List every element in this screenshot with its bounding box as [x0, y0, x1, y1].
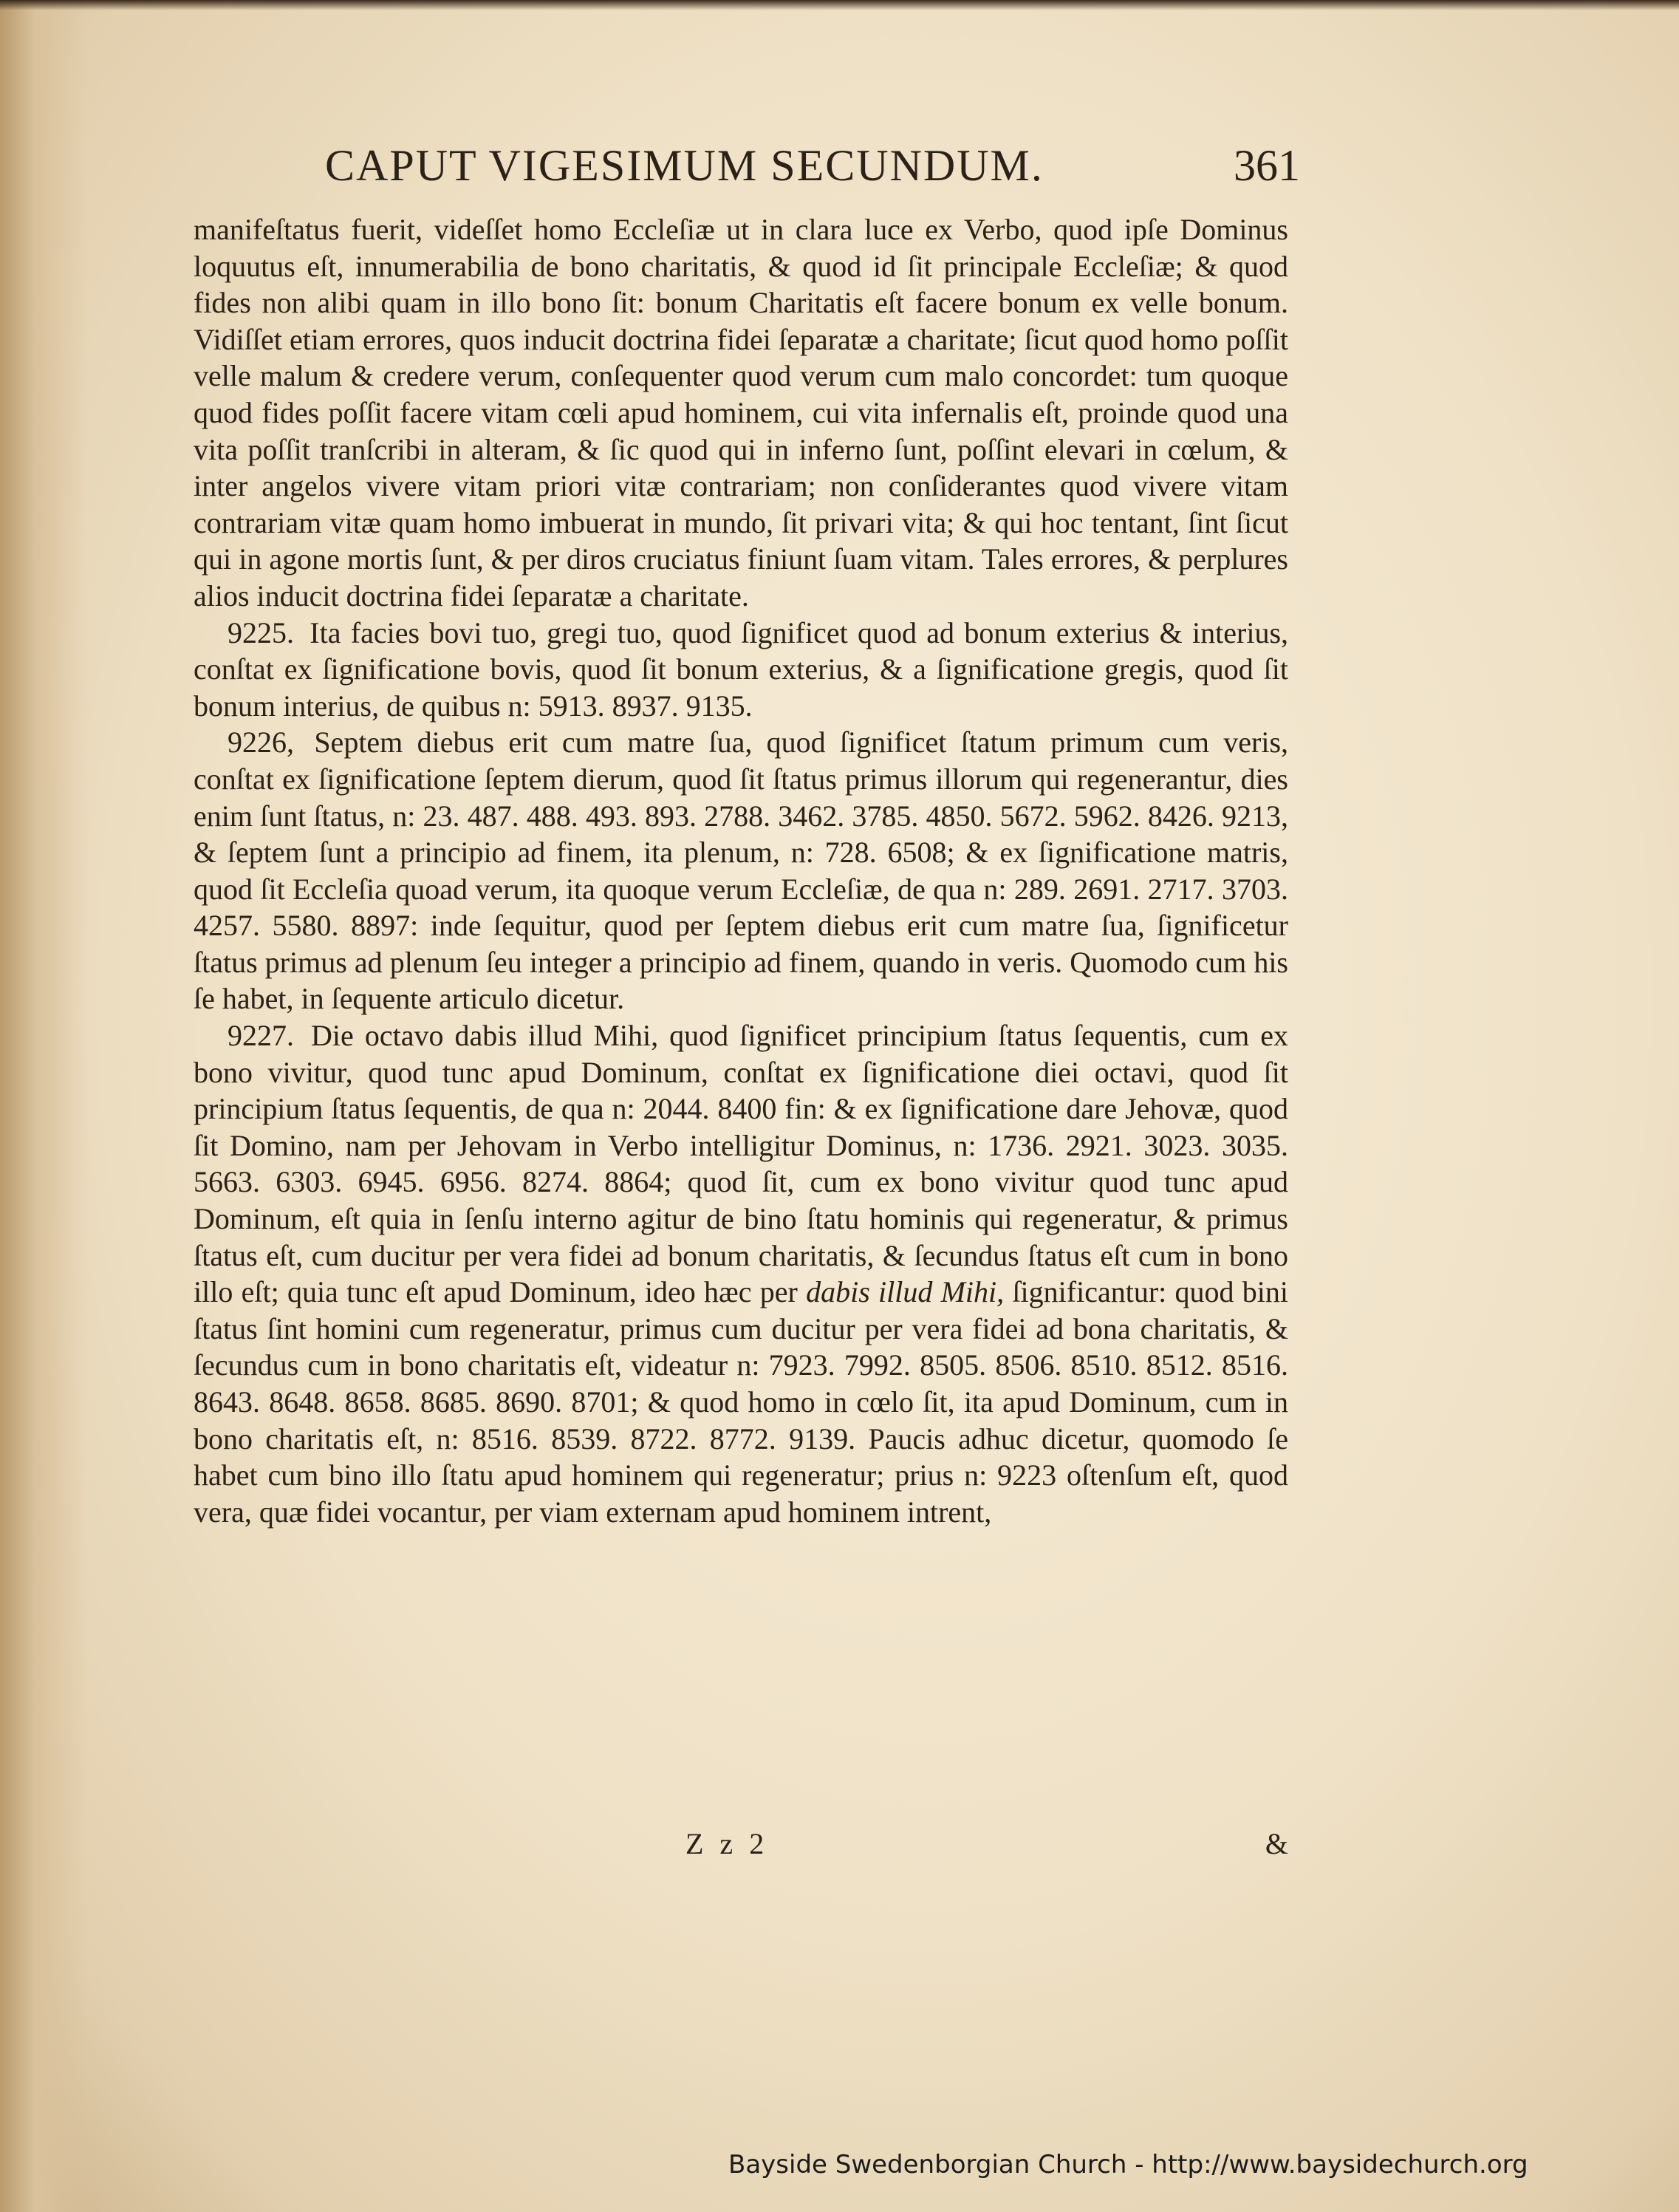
paragraph-text-continued: ſignificantur: quod bini ſtatus ſint homini cum regeneratur, primus cum ducitur per vera fidei ad bona charitatis, & ſecundus cum in bono charitatis eſt, videatur n: 7923. 7992. 8505. 8506. 8510. 8512. 8516. 8643. 8648. 8658. 8685. 8690. 8701; & quod homo in cœlo ſit, ita apud Dominum, cum in bono charitatis eſt, n: 8516. 8539. 8722. 8772. 9139. Paucis adhuc dicetur, quomodo ſe habet cum bino illo ſtatu apud hominem qui regeneratur; prius n: 9223 oſtenſum eſt, quod vera, quæ fidei vocantur, per viam externam apud hominem intrent,: [194, 1275, 1289, 1529]
running-head: CAPUT VIGESIMUM SECUNDUM.: [325, 141, 1044, 190]
top-edge-shadow: [0, 0, 1679, 10]
paragraph-text: Ita facies bovi tuo, gregi tuo, quod ſignificet quod ad bonum exterius & interius, conſtat ex ſignificatione bovis, quod ſit bonum exterius, & a ſignificatione gregis, quod ſit bonum interius, de quibus n: 5913. 8937. 9135.: [194, 615, 1289, 723]
catchword: &: [1265, 1827, 1288, 1860]
italic-phrase: dabis illud Mihi,: [806, 1275, 1005, 1309]
page-body: [194, 211, 1288, 1530]
paragraph-number: 9225.: [228, 615, 294, 649]
page-footer: [194, 1826, 1288, 1863]
page-header: [325, 140, 1300, 199]
watermark-credit: Bayside Swedenborgian Church - http://www.baysidechurch.org: [728, 2150, 1528, 2179]
paragraph-9226: [194, 724, 1288, 1017]
paragraph-text: manifeſtatus fuerit, videſſet homo Eccleſiæ ut in clara luce ex Verbo, quod ipſe Dominus loquutus eſt, innumerabilia de bono charitatis, & quod id ſit principale Eccleſiæ; & quod fides non alibi quam in illo bono ſit: bonum Charitatis eſt facere bonum ex velle bonum. Vidiſſet etiam errores, quos inducit doctrina fidei ſeparatæ a charitate; ſicut quod homo poſſit velle malum & credere verum, conſequenter quod verum cum malo concordet: tum quoque quod fides poſſit facere vitam cœli apud hominem, cui vita infernalis eſt, proinde quod una vita poſſit tranſcribi in alteram, & ſic quod qui in inferno ſunt, poſſint elevari in cœlum, & inter angelos vivere vitam priori vitæ contrariam; non conſiderantes quod vivere vitam contrariam vitæ quam homo imbuerat in mundo, ſit privari vita; & qui hoc tentant, ſint ſicut qui in agone mortis ſunt, & per diros cruciatus finiunt ſuam vitam. Tales errores, & perplures alios inducit doctrina fidei ſeparatæ a charitate.: [194, 213, 1288, 612]
signature-mark: Z z 2: [685, 1827, 769, 1860]
paragraph-continued: [194, 211, 1288, 615]
paragraph-text: Septem diebus erit cum matre ſua, quod ſignificet ſtatum primum cum veris, conſtat ex ſignificatione ſeptem dierum, quod ſit ſtatus primus illorum qui regenerantur, dies enim ſunt ſtatus, n: 23. 487. 488. 493. 893. 2788. 3462. 3785. 4850. 5672. 5962. 8426. 9213, & ſeptem ſunt a principio ad finem, ita plenum, n: 728. 6508; & ex ſignificatione matris, quod ſit Eccleſia quoad verum, ita quoque verum Eccleſiæ, de qua n: 289. 2691. 2717. 3703. 4257. 5580. 8897: inde ſequitur, quod per ſeptem diebus erit cum matre ſua, ſignificetur ſtatus primus ad plenum ſeu integer a principio ad finem, quando in veris. Quomodo cum his ſe habet, in ſequente articulo dicetur.: [194, 726, 1289, 1016]
page-gutter-shadow: [0, 0, 89, 2212]
paragraph-number: 9227.: [228, 1019, 294, 1053]
paragraph-9227: [194, 1017, 1288, 1530]
paragraph-number: 9226,: [228, 726, 294, 759]
paragraph-text: Die octavo dabis illud Mihi, quod ſignificet principium ſtatus ſequentis, cum ex bono vivitur, quod tunc apud Dominum, conſtat ex ſignificatione diei octavi, quod ſit principium ſtatus ſequentis, de qua n: 2044. 8400 fin: & ex ſignificatione dare Jehovæ, quod ſit Domino, nam per Jehovam in Verbo intelligitur Dominus, n: 1736. 2921. 3023. 3035. 5663. 6303. 6945. 6956. 8274. 8864; quod ſit, cum ex bono vivitur quod tunc apud Dominum, eſt quia in ſenſu interno agitur de bino ſtatu hominis qui regeneratur, & primus ſtatus eſt, cum ducitur per vera fidei ad bonum charitatis, & ſecundus ſtatus eſt cum in bono illo eſt; quia tunc eſt apud Dominum, ideo hæc per: [194, 1019, 1289, 1309]
page-number: 361: [1234, 141, 1300, 190]
paragraph-9225: [194, 615, 1288, 725]
